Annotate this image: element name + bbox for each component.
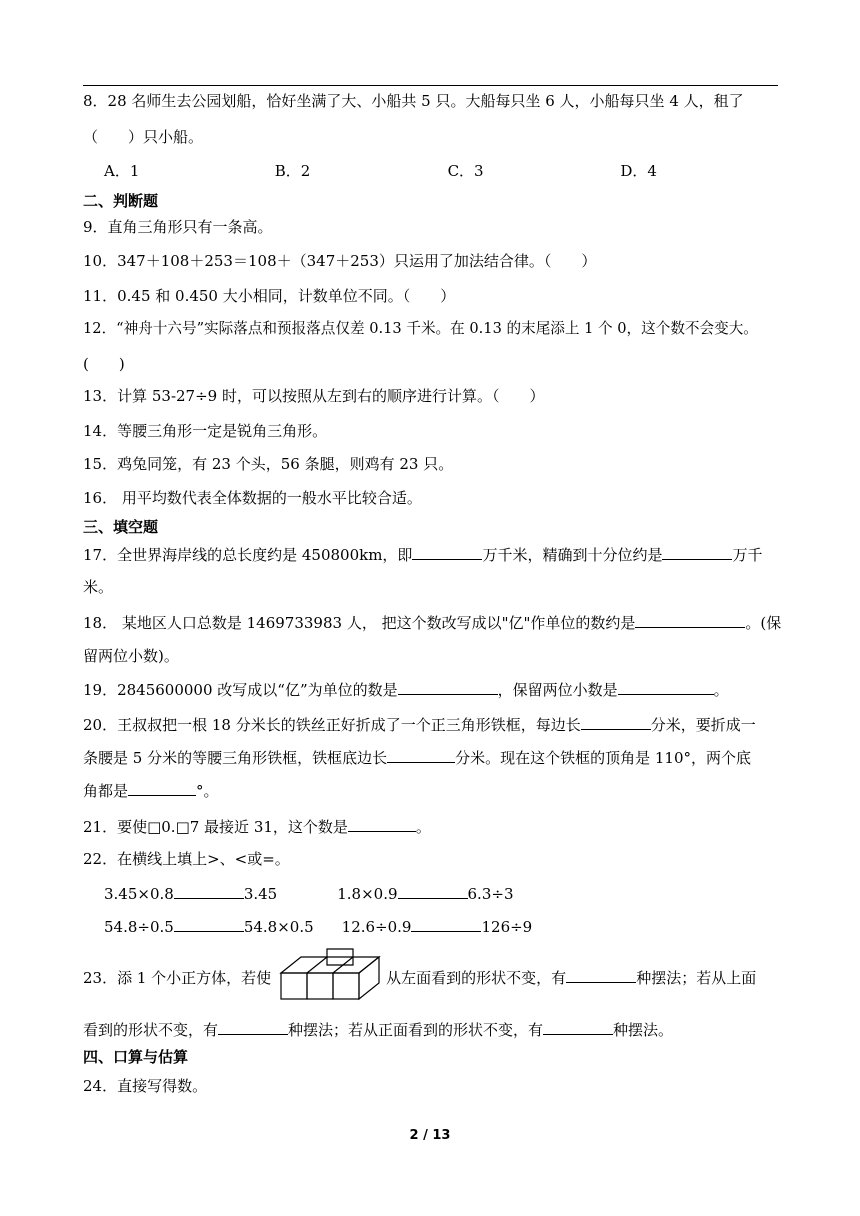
q22-r2-a: 54.8÷0.5: [104, 918, 174, 936]
q17-line1: [83, 543, 762, 566]
option-b: B．2: [274, 162, 311, 180]
q22-r1-d: 6.3÷3: [467, 885, 514, 903]
cube-front-3: [333, 973, 359, 999]
q21: [83, 815, 431, 838]
q21-text-2: 。: [415, 818, 431, 836]
q12-line1: 12．“神舟十六号”实际落点和预报落点仅差 0.13 千米。在 0.13 的末尾添上 1 个 0，这个数不会变大。: [83, 320, 758, 337]
q20-text-5: 角都是: [83, 782, 129, 800]
q17-text-1: 17．全世界海岸线的总长度约是 450800km，即: [83, 546, 413, 564]
q14: 14．等腰三角形一定是锐角三角形。: [83, 422, 328, 440]
cube-front-2: [307, 973, 333, 999]
q20-text-6: °。: [196, 782, 219, 800]
q12-line2: ( ): [83, 355, 125, 373]
q22-r2-blank-2[interactable]: [411, 915, 481, 932]
q23-line1: [83, 966, 756, 989]
q23-line2: [83, 1018, 673, 1041]
q22-r2-blank-1[interactable]: [174, 915, 244, 932]
q17-text-2: 万千米，精确到十分位约是: [482, 546, 663, 564]
q22-r1-blank-2[interactable]: [398, 882, 468, 899]
cube-front-1: [281, 973, 307, 999]
q22-r1-blank-1[interactable]: [174, 882, 244, 899]
q22-r1-a: 3.45×0.8: [104, 885, 174, 903]
q16: 16． 用平均数代表全体数据的一般水平比较合适。: [83, 489, 422, 507]
q10: 10．347＋108＋253＝108＋（347＋253）只运用了加法结合律。（ ）: [83, 252, 597, 270]
option-c: C．3: [447, 162, 484, 180]
q22-r1-b: 3.45: [243, 885, 278, 903]
q8-line2: （ ）只小船。: [83, 128, 204, 146]
q17-text-3: 万千: [732, 546, 763, 564]
q23-blank-1[interactable]: [566, 966, 636, 983]
q8-options: [104, 160, 657, 182]
q20-blank-2[interactable]: [387, 746, 455, 763]
q23-text-1: 23．添 1 个小正方体，若使: [83, 969, 272, 987]
q20-blank-3[interactable]: [128, 779, 196, 796]
q22-row1: [104, 882, 513, 905]
q15: 15．鸡兔同笼，有 23 个头，56 条腿，则鸡有 23 只。: [83, 455, 454, 473]
q23-text-2: 从左面看到的形状不变，有: [386, 969, 567, 987]
q17-blank-2[interactable]: [662, 543, 732, 560]
page-number: 2 / 13: [409, 1128, 451, 1143]
q21-blank[interactable]: [348, 815, 416, 832]
section-title-fill: 三、填空题: [83, 518, 159, 536]
q23-text-4: 看到的形状不变，有: [83, 1021, 219, 1039]
q22-row2: [104, 915, 532, 938]
q20-line3: [83, 779, 219, 802]
cube-stack-figure: [279, 947, 383, 1003]
header-rule: [83, 85, 778, 86]
q18-text-1: 18． 某地区人口总数是 1469733983 人， 把这个数改写成以"亿"作单位的数约是: [83, 614, 636, 632]
q19-text-3: 。: [713, 681, 729, 699]
q24: 24．直接写得数。: [83, 1077, 208, 1095]
q20-blank-1[interactable]: [581, 713, 651, 730]
q18-line2: 留两位小数)。: [83, 647, 179, 665]
option-a: A．1: [104, 162, 140, 180]
cube-side-face: [359, 957, 379, 999]
q21-text-1: 21．要使□0.□7 最接近 31，这个数是: [83, 818, 348, 836]
option-d: D．4: [620, 162, 657, 180]
q23-text-5: 种摆法；若从正面看到的形状不变，有: [288, 1021, 544, 1039]
q20-line1: [83, 713, 756, 736]
q19-text-2: ，保留两位小数是: [497, 681, 618, 699]
q23-blank-3[interactable]: [543, 1018, 613, 1035]
q22-r2-b: 54.8×0.5: [243, 918, 314, 936]
q20-text-3: 条腰是 5 分米的等腰三角形铁框，铁框底边长: [83, 749, 388, 767]
q20-text-4: 分米。现在这个铁框的顶角是 110°，两个底: [455, 749, 751, 767]
q20-line2: [83, 746, 751, 769]
q8-line1: 8．28 名师生去公园划船，恰好坐满了大、小船共 5 只。大船每只坐 6 人，小船每只坐 4 人，租了: [83, 92, 744, 110]
q22-r1-c: 1.8×0.9: [337, 885, 398, 903]
q23-text-3: 种摆法；若从上面: [636, 969, 757, 987]
q18-line1: [83, 611, 781, 634]
q22: 22．在横线上填上>、<或=。: [83, 850, 290, 868]
q22-r2-d: 126÷9: [481, 918, 533, 936]
q18-text-2: 。(保: [745, 614, 782, 632]
q18-blank[interactable]: [635, 611, 745, 628]
q20-text-2: 分米，要折成一: [650, 716, 756, 734]
q23-blank-2[interactable]: [218, 1018, 288, 1035]
q11: 11．0.45 和 0.450 大小相同，计数单位不同。（ ）: [83, 287, 456, 305]
q13: 13．计算 53-27÷9 时，可以按照从左到右的顺序进行计算。（ ）: [83, 387, 545, 405]
q17-line2: 米。: [83, 578, 114, 596]
q19-blank-2[interactable]: [618, 678, 714, 695]
section-title-judge: 二、判断题: [83, 192, 159, 210]
q19-text-1: 19．2845600000 改写成以“亿”为单位的数是: [83, 681, 398, 699]
q19: [83, 678, 729, 701]
q19-blank-1[interactable]: [398, 678, 498, 695]
q23-text-6: 种摆法。: [613, 1021, 674, 1039]
q9: 9．直角三角形只有一条高。: [83, 218, 273, 236]
q20-text-1: 20．王叔叔把一根 18 分米长的铁丝正好折成了一个正三角形铁框，每边长: [83, 716, 581, 734]
q17-blank-1[interactable]: [412, 543, 482, 560]
q22-r2-c: 12.6÷0.9: [341, 918, 412, 936]
section-title-calc: 四、口算与估算: [83, 1048, 189, 1066]
